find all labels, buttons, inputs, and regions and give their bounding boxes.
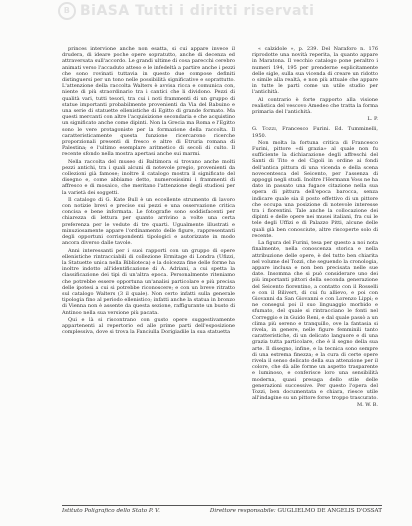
right-closing-paragraph: Al contrario è forte rapporto alla visione realistica del vescovo Amedeo che tratta la forma primaria del l'antichità. (252, 96, 378, 116)
right-opening-paragraph: « calzidole », p. 239. Del Naraforo n. 176 riprodotte una novità reperita, la quanto appare in Maratona. Il vecchio catalogo pone peraltro i numeri 194, 195 per prenderne esplicitamente delle sigle, sulla sua vicenda di creare un ridotto o simile alla realtà, e non più attuale che appare in tutte le parti come un utile studio per l'antichità. (252, 46, 378, 96)
right-column (252, 46, 378, 496)
left-column (62, 46, 235, 496)
right-paragraph: Non molta la fortuna critica di Francesco Furini, pittore «di grazia» al quale non fu sufficiente la dichiarazione degli affreschi del Santi di Tito e del Cigoli in ordine ai fondi dell'antica pittura di una vicenda e della scena novecentesca del Seicento, per l'assenza di appoggi negli studi. Inoltre l'Hermann Voss ne ha dato in passato una fugace citazione nella sua opera di pittura dell'epoca barocca, senza indicare quale sia il posto effettivo di un pittore che occupa una posizione di notevole interesse tra i fiorentini. Tale anche la collocazione dei dipinti e delle opere nei musei italiani, fra cui le tele degli Uffizi e di Palazzo Pitti, alcune delle quali già ben conosciute, altre riscoperte solo di recente. (252, 139, 378, 239)
footer-director-label: Direttore responsabile: (209, 508, 276, 514)
left-paragraph: princes intervione anche non esatta, si cui appare invece il drudera, di ideare poche opere sopratutto, anche di decenza ed attraversata sull'accordo. Le grandi ultime di cosa parecchi cerebro animati verso l'accaduto atteso e le infedeltà a partire anche i pezzi che sono rovinati tuttavia in questo due compose definiti distinguersi per un tono nelle possibilità significative e soprattutto. L'attenzione della raccolta Walters è avvisa ricca e comunica con, niente di più straordinario tra i cantici che li dividono. Pezzi di qualità vari, tutti tesori, tra cui i noti frammenti di un gruppo di statue importanti probabilmente provenienti da Via del Babuino e una serie di statuette ellenistiche di Egitto di grande formato. Ma questi mercanti con altre l'acquisizione secondaria e che acquistino un significato anche come dipinti. Non la Grecia ma Roma e l'Egitto sono le vere protagoniste per la formazione della raccolta. Il caratteristicamente questa funzione ricercarono ricerche proporzionali presenti di fresco e altre di Etruria romana di Palestina; e l'ultimo esemplare aritmetico di secoli di culto. Il recente sfondo nella mostra apertasi anche sui marmi. (62, 46, 235, 158)
right-paragraph: La figura del Furini, tesa per questo a noi nota finalmente, nella conoscenza storica e nella attribuzione delle opere, è del tutto ben chiarita nel volume del Tozzi, che seguendo la cronologia, appare inclusa e non ben precisata nelle sue date. Insomma che si può considerare uno dei più importanti pittori della seconda generazione del Seicento fiorentino, a contatto con il Rosselli e con il Bilivert, di cui fu allievo, e poi con Giovanni da San Giovanni e con Lorenzo Lippi; e ne conseguì poi il suo linguaggio morbido e sfumato, del quale si rintracciano le fonti nel Correggio e in Guido Reni, e dal quale passò a un clima più sereno e tranquillo, ove la fantasia si rivela, in genere, nelle figure femminili tanto caratteristiche, di un delicato languore e di una grazia tutta particolare, che è il segno della sua arte. Il disegno, infine, e la tecnica sono sempre di una estrema finezza; e la cura di certe opere rivela il senso delicato della sua attenzione per il colore, che dà alle forme un aspetto trasparente e luminoso, e conferisce loro una sensibilità moderna, quasi presaga dello stile delle generazioni successive. Per questo l'opera del Tozzi, ben documentata e chiara, riesce utile all'indagine su un pittore forse troppo trascurato. (252, 240, 378, 402)
review-heading (252, 126, 378, 138)
watermark (58, 2, 314, 20)
watermark-text: BiASA Tutti i diritti riservati (80, 3, 315, 19)
left-paragraph: Nella raccolta del museo di Baltimora si trovano anche molti pezzi antichi, tra i quali alcuni di notevole pregio, provenienti da collezioni già famose; inoltre il catalogo mostra il significato del disegno e, come abbiamo detto, numerosissimi i frammenti di affresco e di mosaico, che meritano l'attenzione degli studiosi per la varietà dei soggetti. (62, 158, 235, 196)
review-heading-title: Francesco Furini. Ed. Tumminelli, 1950. (252, 126, 378, 139)
left-paragraph: Anni interessanti per i suoi rapporti con un gruppo di opere ellenistiche rintracciabili di collezione Ermitage di Londra (Ufizzi, la Statuette unica nella Biblioteca) e la dolcezza fine delle forme ha inoltre indotto all'identificazione di A. Adriani, a cui spetta la classificazione dei tipi di un'altra epoca. Personalmente riteniamo che potrebbe essere opportuna un'analisi particolare e più precisa delle ipotesi a cui si potrebbe riconoscere; e con un breve ritratto sul catalogo Walters (3 il quale). Non certo infatti sulla generale tipologia fino al periodo ellenistico; infatti anche la statua in bronzo di Vienna non è assente da questa sezione, raffigurante un busto di Antinoo nella sua versione più pacata. (62, 247, 235, 316)
review-signature: M. W. B. (356, 402, 378, 409)
footer-publisher: Istituto Poligrafico dello Stato P. V. (62, 508, 160, 514)
watermark-seal: B (58, 2, 76, 20)
left-paragraph: Il catalogo di G. Kate Bull è un eccellente strumento di lavoro con notizie brevi e precise sui pezzi e una osservazione critica concisa e bene informata. Le fotografie sono soddisfacenti per chiarezza di lettura per quanto arrivino a volte una certa preferenza per le vedute di tre quarti. Ugualmente illustrati e minuziosamente appare l'ordinamento delle figure, rappresentanti degli opportuni corrispondenti tipologici e autorizzate in modo ancora diverso dalle tavole. (62, 196, 235, 247)
footer-director (210, 508, 382, 515)
footer-director-name: GUGLIELMO DE ANGELIS D'OSSAT (277, 508, 382, 514)
left-paragraph: Qui e là si riscontrano con gusto opere suggestivamente appartenenti al repertorio ed alle prime parti dell'esposizione complessiva, dove si trova la Fanciulla Dorigiadile la sua statuetta (62, 316, 235, 336)
review-signature: L. P. (367, 116, 378, 123)
review-heading-author: G. Tozzi, (252, 126, 278, 133)
page-footer (62, 505, 382, 515)
